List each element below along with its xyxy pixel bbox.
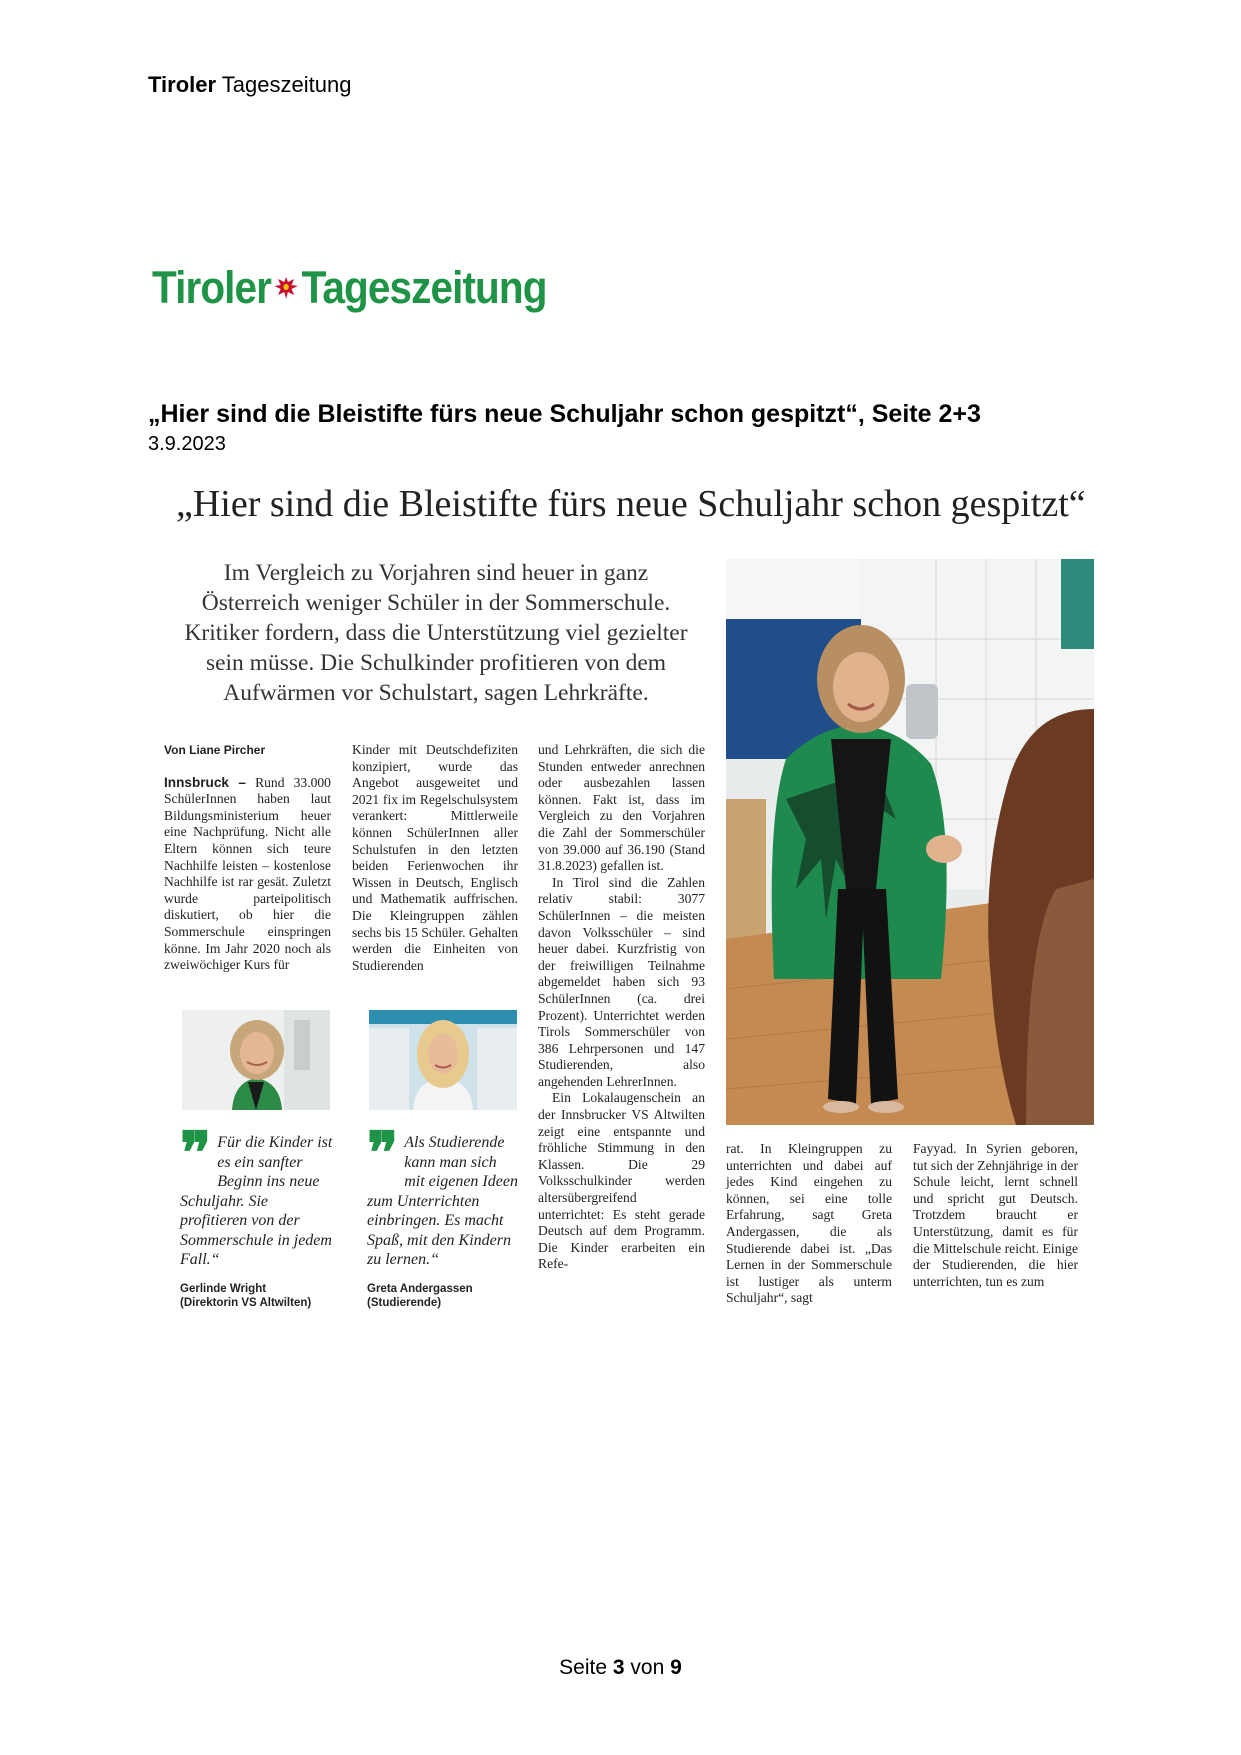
pull-quote-1 [180,1121,335,1270]
masthead-right: Tageszeitung [301,262,547,313]
column-3-paragraph-1: und Lehrkräften, die sich die Stunden entweder anrechnen oder ausbezahlen lassen können. Fakt ist, dass im Vergleich zu den Vorjahren die Zahl der Sommerschüler von 39.000 auf 36.190 (Stand 31.8.2023) gefallen ist. [538,742,705,874]
footer-prefix: Seite [559,1656,608,1679]
quote-mark-icon: ❞ [367,1121,399,1186]
pull-quote-1-speaker [180,1282,311,1310]
speaker-2-role: (Studierende) [367,1297,442,1309]
footer-page-total: 9 [670,1656,682,1679]
speaker-1-name: Gerlinde Wright [180,1283,267,1295]
quote-mark-icon: ❞ [180,1121,212,1186]
clip-date: 3.9.2023 [148,433,226,455]
column-4-text: rat. In Kleingruppen zu unterrichten und dabei auf jedes Kind eingehen zu können, sei eine tolle Erfahrung, sagt Greta Andergassen, die als Studierende dabei ist. „Das Lernen in der Sommerschule ist lustiger als unterm Schuljahr“, sagt [726,1141,892,1306]
article-column-4 [726,1141,892,1307]
article-byline: Von Liane Pircher [164,743,266,757]
tyrolean-eagle-icon [273,273,300,303]
speaker-2-name: Greta Andergassen [367,1283,473,1295]
speaker-1-role: (Direktorin VS Altwilten) [180,1297,312,1309]
header-brand-bold: Tiroler [148,72,217,97]
pull-quote-1-text: Für die Kinder ist es ein sanfter Beginn ins neue Schuljahr. Sie profitieren von der Sommerschule in jedem Fall.“ [180,1134,333,1268]
column-1-text: Rund 33.000 SchülerInnen haben laut Bildungsministerium heuer eine Nachprüfung. Nicht alle Eltern können sich teure Nachhilfe leisten – kostenlose Nachhilfe ist rar gesät. Zuletzt wurde parteipolitisch diskutiert, ob hier die Sommerschule einspringen könne. Im Jahr 2020 noch als zweiwöchiger Kurs für [164,774,331,973]
masthead-left: Tiroler [152,262,271,313]
column-3-paragraph-2: In Tirol sind die Zahlen relativ stabil: 3077 SchülerInnen – die meisten davon Volksschüler – sind heuer dabei. Kurzfristig von der freiwilligen Teilnahme abgemeldet haben sich 93 SchülerInnen (ca. drei Prozent). Unterrichtet werden Tirols Sommerschüler von 386 Lehrpersonen und 147 Studierenden, also angehenden LehrerInnen. [538,874,705,1089]
article-headline: „Hier sind die Bleistifte fürs neue Schuljahr schon gespitzt“ [176,483,1086,525]
portrait-greta-andergassen [369,1010,517,1110]
clip-title: „Hier sind die Bleistifte fürs neue Schuljahr schon gespitzt“‚ Seite 2+3 [148,400,981,428]
article-column-2 [352,742,518,974]
document-header [148,72,351,98]
article-lead: Im Vergleich zu Vorjahren sind heuer in ganz Österreich weniger Schüler in der Sommerschule. Kritiker fordern, dass die Unterstützung viel gezielter sein müsse. Die Schulkinder profitieren von dem Aufwärmen vor Schulstart, sagen Lehrkräfte. [184,560,688,706]
article-column-5 [913,1141,1078,1290]
column-5-text: Fayyad. In Syrien geboren, tut sich der Zehnjährige in der Schule leicht, lernt schnell und spricht gut Deutsch. Trotzdem braucht er Unterstützung, damit es für die Mittelschule reicht. Einige der Studierenden, die hier unterrichten, tun es zum [913,1141,1078,1289]
article-photo [726,559,1094,1125]
page-footer [0,1656,1241,1680]
footer-mid: von [630,1656,665,1679]
header-brand-rest: Tageszeitung [221,72,352,97]
column-2-text: Kinder mit Deutschdefiziten konzipiert, wurde das Angebot ausgeweitet und 2021 fix im Regelschulsystem verankert: Mittlerweile können SchülerInnen aller Schulstufen in den letzten beiden Ferienwochen ihr Wissen in Deutsch, Englisch und Mathematik auffrischen. Die Kleingruppen zählen sechs bis 15 Schüler. Gehalten werden die Einheiten von Studierenden [352,742,518,973]
article-column-1 [164,742,331,974]
article-dateline: Innsbruck – [164,774,246,790]
footer-page-number: 3 [612,1656,625,1679]
portrait-gerlinde-wright [182,1010,330,1110]
pull-quote-2 [367,1121,519,1270]
column-3-paragraph-3: Ein Lokalaugenschein an der Innsbrucker VS Altwilten zeigt eine entspannte und fröhliche Stimmung in den Klassen. Die 29 Volksschulkinder werden altersübergreifend unterrichtet: Es steht gerade Deutsch auf dem Programm. Die Kinder erarbeiten ein Refe- [538,1090,705,1272]
pull-quote-2-speaker [367,1282,473,1310]
pull-quote-2-text: Als Studierende kann man sich mit eigenen Ideen zum Unterrichten einbringen. Es macht Spaß, mit den Kindern zu lernen.“ [367,1134,518,1268]
newspaper-masthead [152,262,547,314]
article-column-3 [538,742,705,1273]
